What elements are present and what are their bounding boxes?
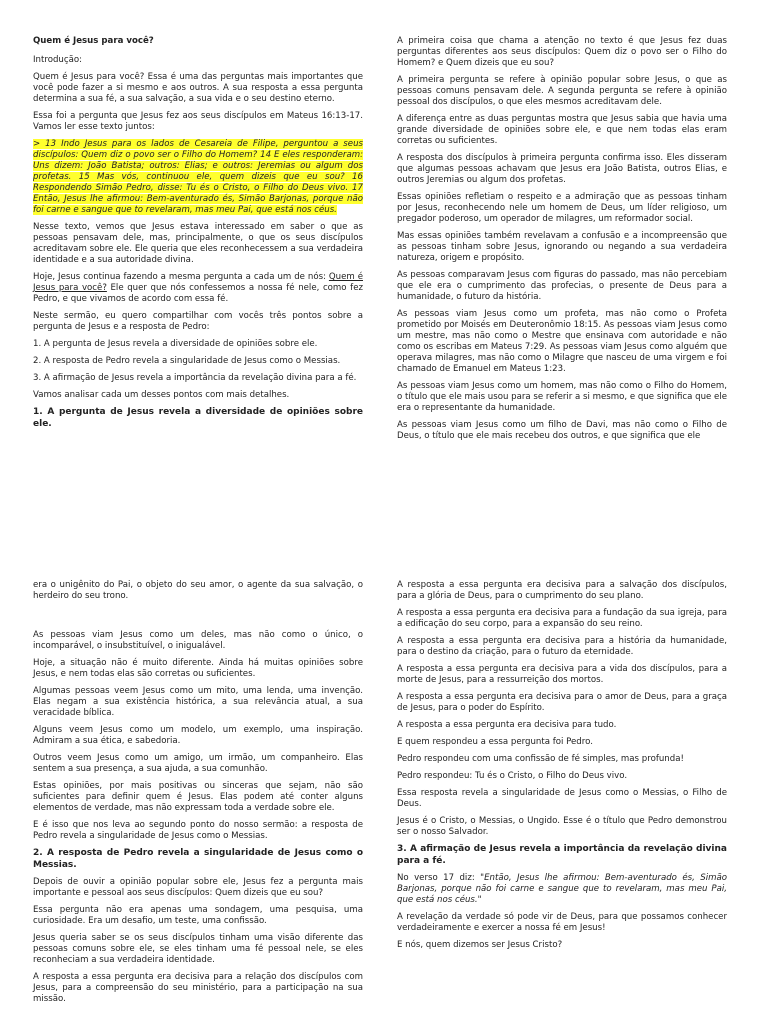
paragraph: Essa pergunta não era apenas uma sondagem, uma pesquisa, uma curiosidade. Era um desafio, um teste, uma confissão. [33,905,363,927]
paragraph: Alguns veem Jesus como um modelo, um exemplo, uma inspiração. Admiram a sua ética, e sabedoria. [33,725,363,746]
paragraph: Essa foi a pergunta que Jesus fez aos seus discípulos em Mateus 16:13-17. Vamos ler esse texto juntos: [33,111,363,132]
paragraph: Mas essas opiniões também revelavam a confusão e a incompreensão que as pessoas tinham sobre Jesus, ignorando ou negando a sua verdadeira natureza, origem e propósito. [397,231,727,263]
paragraph: Quem é Jesus para você? Essa é uma das perguntas mais importantes que você pode fazer a si mesmo e aos outros. A sua resposta a essa pergunta determina a sua fé, a sua salvação, a sua vida e o seu destino eterno. [33,72,363,104]
paragraph: Neste sermão, eu quero compartilhar com vocês três pontos sobre a pergunta de Jesus e a resposta de Pedro: [33,311,363,332]
section-heading-1: 1. A pergunta de Jesus revela a diversidade de opiniões sobre ele. [33,407,363,429]
paragraph: A resposta a essa pergunta era decisiva para a salvação dos discípulos, para a glória de Deus, para o cumprimento do seu plano. [397,580,727,601]
paragraph: Essas opiniões refletiam o respeito e a admiração que as pessoas tinham por Jesus, reconhecendo nele um homem de Deus, um líder religioso, um pregador poderoso, um operador de milagres, um reformador social. [397,192,727,224]
paragraph: A primeira coisa que chama a atenção no texto é que Jesus fez duas perguntas diferentes aos seus discípulos: Quem diz o povo ser o Filho do Homem? e Quem dizeis que eu sou? [397,36,727,68]
paragraph: Jesus é o Cristo, o Messias, o Ungido. Esse é o título que Pedro demonstrou ser o nosso Salvador. [397,816,727,837]
paragraph: Depois de ouvir a opinião popular sobre ele, Jesus fez a pergunta mais importante e pessoal aos seus discípulos: Quem dizeis que eu sou? [33,877,363,899]
italic-quote: "Então, Jesus lhe afirmou: Bem-aventurado és, Simão Barjonas, porque não foi carne e sangue que to revelaram, mas meu Pai, que está nos céus." [397,873,727,906]
paragraph: Jesus queria saber se os seus discípulos tinham uma visão diferente das pessoas comuns sobre ele, se eles tinham uma fé pessoal nele, se eles reconheciam a sua verdadeira identidade. [33,933,363,966]
paragraph: As pessoas viam Jesus como um deles, mas não como o único, o incomparável, o insubstituível, o inigualável. [33,630,363,651]
page1-left-column [33,36,363,436]
paragraph: A resposta a essa pergunta era decisiva para a vida dos discípulos, para a morte de Jesus, para a ressurreição dos mortos. [397,664,727,685]
paragraph: A resposta a essa pergunta era decisiva para a fundação da sua igreja, para a edificação do seu corpo, para a expansão do seu reino. [397,608,727,629]
paragraph: Nesse texto, vemos que Jesus estava interessado em saber o que as pessoas pensavam dele, mas, principalmente, o que os seus discípulos acreditavam sobre ele. Ele queria que eles reconhecessem a sua verdadeira identidade e a sua autoridade divina. [33,222,363,265]
highlighted-quote: > 13 Indo Jesus para os lados de Cesareia de Filipe, perguntou a seus discípulos: Quem diz o povo ser o Filho do Homem? 14 E eles responderam: Uns dizem: João Batista; outros: Elias; e outros: Jeremias ou algum dos profetas. 15 Mas vós, continuou ele, quem dizeis que eu sou? 16 Respondendo Simão Pedro, disse: Tu és o Cristo, o Filho do Deus vivo. 17 Então, Jesus lhe afirmou: Bem-aventurado és, Simão Barjonas, porque não foi carne e sangue que to revelaram, mas meu Pai, que está nos céus. [33,139,363,215]
paragraph: A primeira pergunta se refere à opinião popular sobre Jesus, o que as pessoas comuns pensavam dele. A segunda pergunta se refere à opinião pessoal dos discípulos, o que eles mesmos acreditavam dele. [397,75,727,107]
paragraph: As pessoas viam Jesus como um homem, mas não como o Filho do Homem, o título que ele mais usou para se referir a si mesmo, e que significa que ele era o representante da humanidade. [397,381,727,413]
paragraph: A resposta dos discípulos à primeira pergunta confirma isso. Eles disseram que algumas pessoas achavam que Jesus era João Batista, outros Elias, e outros Jeremias ou algum dos profetas. [397,153,727,185]
paragraph: As pessoas viam Jesus como um profeta, mas não como o Profeta prometido por Moisés em Deuteronômio 18:15. As pessoas viam Jesus como um mestre, mas não como o Mestre que ensinava com autoridade e não como os escribas em Mateus 7:29. As pessoas viam Jesus como alguém que operava milagres, mas não como o Milagre que nasceu de uma virgem e foi chamado de Emanuel em Mateus 1:23. [397,309,727,374]
document-title: Quem é Jesus para você? [33,36,154,46]
text-span: Ele quer que nós confessemos a nossa fé nele, como fez Pedro, e que vivamos de acordo com essa fé. [33,283,363,304]
paragraph [33,272,363,305]
text-span: No verso 17 diz: [397,873,481,884]
paragraph: A revelação da verdade só pode vir de Deus, para que possamos conhecer verdadeiramente e exercer a nossa fé em Jesus! [397,912,727,934]
paragraph: A resposta a essa pergunta era decisiva para a história da humanidade, para o destino da criação, para o futuro da eternidade. [397,636,727,657]
paragraph: A diferença entre as duas perguntas mostra que Jesus sabia que havia uma grande diversidade de opiniões sobre ele, e que nem todas elas eram corretas ou suficientes. [397,114,727,146]
scripture-quote-highlight [33,139,363,216]
list-item: 2. A resposta de Pedro revela a singularidade de Jesus como o Messias. [33,356,341,366]
paragraph: E é isso que nos leva ao segundo ponto do nosso sermão: a resposta de Pedro revela a singularidade de Jesus como o Messias. [33,820,363,841]
section-heading-2: 2. A resposta de Pedro revela a singularidade de Jesus como o Messias. [33,848,363,870]
paragraph: A resposta a essa pergunta era decisiva para a relação dos discípulos com Jesus, para a compreensão do seu ministério, para a participação na sua missão. [33,972,363,1005]
paragraph: Essa resposta revela a singularidade de Jesus como o Messias, o Filho de Deus. [397,788,727,809]
spacer [33,608,363,630]
paragraph: A resposta a essa pergunta era decisiva para o amor de Deus, para a graça de Jesus, para o poder do Espírito. [397,692,727,713]
paragraph: A resposta a essa pergunta era decisiva para tudo. [397,720,617,730]
section-heading-3: 3. A afirmação de Jesus revela a importância da revelação divina para a fé. [397,844,727,866]
page2-right-column [397,580,727,957]
paragraph: Algumas pessoas veem Jesus como um mito, uma lenda, uma invenção. Elas negam a sua existência histórica, a sua relevância atual, a sua veracidade bíblica. [33,686,363,718]
paragraph: E nós, quem dizemos ser Jesus Cristo? [397,940,563,951]
text-span: Hoje, Jesus continua fazendo a mesma pergunta a cada um de nós: [33,272,329,282]
paragraph: As pessoas comparavam Jesus com figuras do passado, mas não percebiam que ele era o cumprimento das profecias, o presente de Deus para a humanidade, o futuro da história. [397,270,727,302]
paragraph: Estas opiniões, por mais positivas ou sinceras que sejam, não são suficientes para definir quem é Jesus. Elas podem até conter alguns elementos de verdade, mas não expressam toda a verdade sobre ele. [33,781,363,813]
paragraph: E quem respondeu a essa pergunta foi Pedro. [397,737,593,747]
page2-left-column [33,580,363,1011]
paragraph [397,873,727,906]
page1-right-column [397,36,727,448]
paragraph: Hoje, a situação não é muito diferente. Ainda há muitas opiniões sobre Jesus, e nem todas elas são corretas ou suficientes. [33,658,363,679]
paragraph: Pedro respondeu: Tu és o Cristo, o Filho do Deus vivo. [397,771,628,781]
paragraph: era o unigênito do Pai, o objeto do seu amor, o agente da sua salvação, o herdeiro do seu trono. [33,580,363,601]
list-item: 1. A pergunta de Jesus revela a diversidade de opiniões sobre ele. [33,339,318,349]
paragraph: Outros veem Jesus como um amigo, um irmão, um companheiro. Elas sentem a sua presença, a sua ajuda, a sua comunhão. [33,753,363,774]
list-item: 3. A afirmação de Jesus revela a importância da revelação divina para a fé. [33,373,357,383]
paragraph: As pessoas viam Jesus como um filho de Davi, mas não como o Filho de Deus, o título que ele mais recebeu dos outros, e que significa que ele [397,420,727,441]
paragraph: Pedro respondeu com uma confissão de fé simples, mas profunda! [397,754,684,764]
paragraph: Vamos analisar cada um desses pontos com mais detalhes. [33,390,290,400]
underlined-question: Quem é Jesus para você? [33,272,363,293]
intro-label: Introdução: [33,55,82,65]
